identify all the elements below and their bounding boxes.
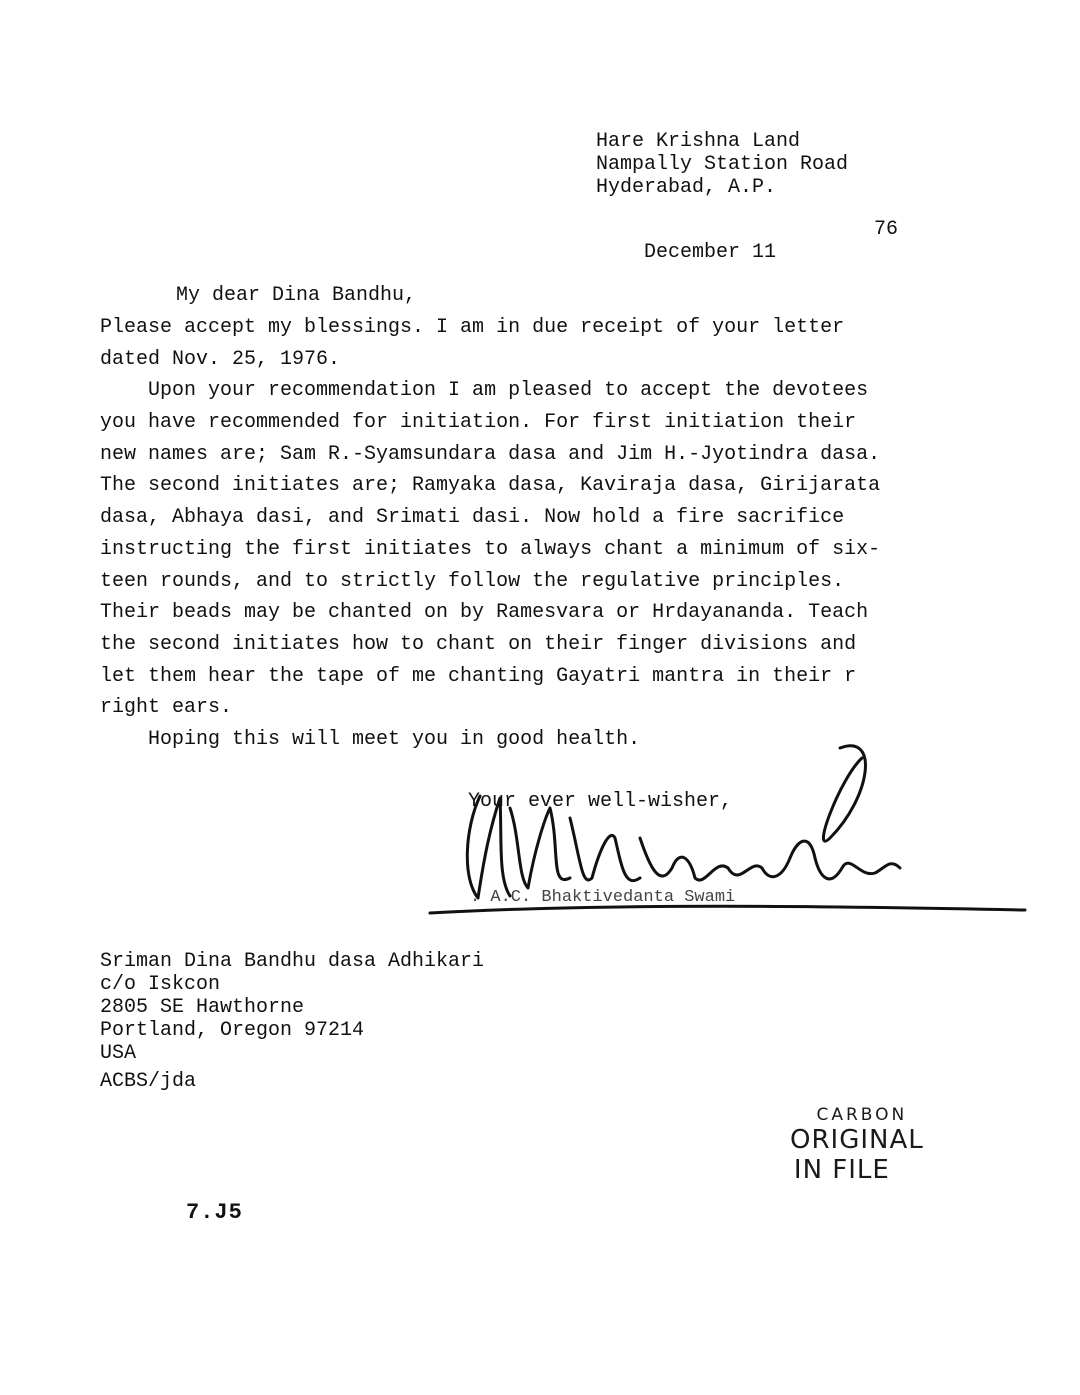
salutation: My dear Dina Bandhu, <box>176 284 417 307</box>
body-line: dasa, Abhaya dasi, and Srimati dasi. Now hold a fire sacrifice <box>100 506 845 530</box>
body-line: the second initiates how to chant on their finger divisions and <box>100 632 857 656</box>
date-year: 76 <box>874 218 899 241</box>
typed-signatory-name: . A.C. Bhaktivedanta Swami <box>470 888 736 907</box>
archive-mark: 7.J5 <box>186 1200 243 1225</box>
sender-address <box>596 130 848 199</box>
letter-date <box>596 218 899 310</box>
stamp-line: IN FILE <box>793 1155 890 1185</box>
recipient-line: USA <box>100 1042 137 1065</box>
body-line: let them hear the tape of me chanting Gayatri mantra in their r <box>100 664 857 688</box>
recipient-line: Portland, Oregon 97214 <box>100 1019 365 1042</box>
body-line: right ears. <box>100 696 233 720</box>
body-line: you have recommended for initiation. For first initiation their <box>100 411 857 435</box>
sender-address-line: Hyderabad, A.P. <box>596 176 777 199</box>
body-line: instructing the first initiates to always chant a minimum of six- <box>100 537 881 561</box>
body-line: Upon your recommendation I am pleased to accept the devotees <box>100 379 869 403</box>
date-month-day: December 11 <box>644 241 777 264</box>
letter-body <box>100 312 980 756</box>
sender-address-line: Nampally Station Road <box>596 153 849 176</box>
body-line: teen rounds, and to strictly follow the regulative principles. <box>100 569 845 593</box>
recipient-address <box>100 950 484 1065</box>
sender-address-line: Hare Krishna Land <box>596 130 801 153</box>
body-line: Hoping this will meet you in good health. <box>100 727 641 751</box>
body-line: dated Nov. 25, 1976. <box>100 347 341 371</box>
stamp-line: ORIGINAL <box>790 1125 924 1155</box>
reference-initials: ACBS/jda <box>100 1070 197 1093</box>
body-line: Please accept my blessings. I am in due receipt of your letter <box>100 316 845 339</box>
closing: Your ever well-wisher, <box>468 790 733 813</box>
carbon-original-stamp <box>790 1105 924 1185</box>
body-line: new names are; Sam R.-Syamsundara dasa and Jim H.-Jyotindra dasa. <box>100 442 881 466</box>
stamp-line: CARBON <box>816 1105 908 1125</box>
recipient-line: Sriman Dina Bandhu dasa Adhikari <box>100 950 485 973</box>
body-line: Their beads may be chanted on by Ramesvara or Hrdayananda. Teach <box>100 601 869 625</box>
recipient-line: c/o Iskcon <box>100 973 221 996</box>
recipient-line: 2805 SE Hawthorne <box>100 996 305 1019</box>
body-line: The second initiates are; Ramyaka dasa, Kaviraja dasa, Girijarata <box>100 474 881 498</box>
